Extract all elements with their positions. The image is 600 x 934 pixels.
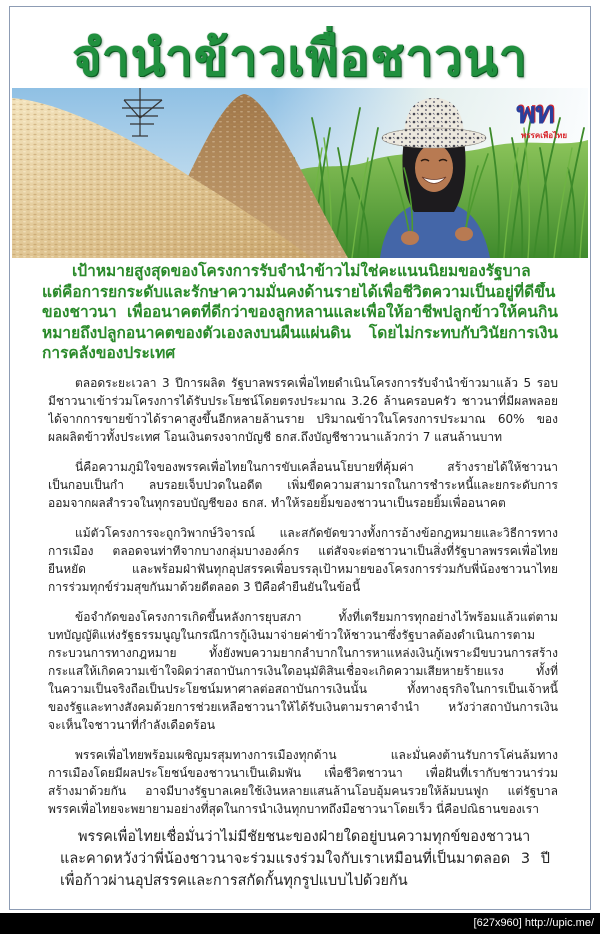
body-line: การเมือง ตลอดจนท่าทีจากบางกลุ่มบางองค์กร แต่สัจจะต่อชาวนาเป็นสิ่งที่รัฐบาลพรรคเพื่อไทย [48, 544, 558, 558]
body-line: พรรคเพื่อไทยพร้อมเผชิญมรสุมทางการเมืองทุกด้าน และมั่นคงต้านรับการโค่นล้มทาง [75, 748, 558, 762]
body-line: กระแสให้เกิดความเข้าใจผิดว่าสถาบันการเงินใดอนุมัติสินเชื่อจะเกิดความเสียหายร้ายแรง ทั้งที่ [48, 664, 558, 678]
intro-line: แต่คือการยกระดับและรักษาความมั่นคงด้านรายได้เพื่อชีวิตความเป็นอยู่ที่ดีขึ้น [42, 282, 556, 301]
body-line: จะเห็นใจชาวนาที่กำลังเดือดร้อน [48, 718, 216, 732]
body-line: นี่คือความภูมิใจของพรรคเพื่อไทยในการขับเคลื่อนนโยบายที่คุ้มค่า สร้างรายได้ให้ชาวนา [75, 460, 558, 474]
image-host-footer: [627x960] http://upic.me/ [0, 913, 600, 934]
body-line: แม้ตัวโครงการจะถูกวิพากษ์วิจารณ์ และสกัดขัดขวางทั้งการอ้างข้อกฎหมายและวิธีการทาง [75, 526, 558, 540]
party-logo [503, 97, 567, 143]
intro-line: เป้าหมายสูงสุดของโครงการรับจำนำข้าวไม่ใช่คะแนนนิยมของรัฐบาล [72, 262, 531, 280]
body-line: ยืนหยัด และพร้อมฝ่าฟันทุกอุปสรรคเพื่อบรรลุเป้าหมายของโครงการร่วมกับพี่น้องชาวนาไทย [48, 562, 558, 576]
body-paragraph-1 [48, 374, 558, 446]
closing-line: พรรคเพื่อไทยเชื่อมั่นว่าไม่มีชัยชนะของฝ่ายใดอยู่บนความทุกข์ของชาวนา [78, 829, 531, 845]
closing-paragraph [60, 826, 550, 892]
body-line: การเมืองโดยมีผลประโยชน์ของชาวนาเป็นเดิมพัน เพื่อชีวิตชาวนา เพื่อฝันที่เรากับชาวนาร่วม [48, 766, 558, 780]
body-line: กระบวนการทางกฎหมาย ทั้งยังพบความยากลำบากในการหาแหล่งเงินกู้เพราะมีขบวนการสร้าง [48, 646, 558, 660]
body-text [48, 374, 558, 830]
body-paragraph-5 [48, 746, 558, 818]
body-paragraph-4 [48, 608, 558, 734]
body-line: พรรคเพื่อไทยจะพยายามอย่างที่สุดในการนำเงินทุกบาทถึงมือชาวนาโดยเร็ว นี่คือปณิธานของเรา [48, 802, 539, 816]
party-logo-caption: พรรคเพื่อไทย [520, 131, 567, 140]
intro-line: ของชาวนา เพื่ออนาคตที่ดีกว่าของลูกหลานและเพื่อให้อาชีพปลูกข้าวให้คนกิน [42, 303, 558, 321]
party-logo-mark: พท [516, 97, 554, 131]
body-line: ตลอดระยะเวลา 3 ปีการผลิต รัฐบาลพรรคเพื่อไทยดำเนินโครงการรับจำนำข้าวมาแล้ว 5 รอบ [75, 376, 558, 390]
intro-line: การคลังของประเทศ [42, 344, 176, 362]
page-title: จำนำข้าวเพื่อชาวนา [72, 29, 528, 87]
body-line: ข้อจำกัดของโครงการเกิดขึ้นหลังการยุบสภา ทั้งที่เตรียมการทุกอย่างไว้พร้อมแล้วแต่ตาม [75, 610, 558, 624]
intro-line: หมายถึงปลูกอนาคตของตัวเองลงบนผืนแผ่นดิน โดยไม่กระทบกับวินัยการเงิน [42, 323, 558, 342]
body-line: ได้จากการขายข้าวได้ราคาสูงขึ้นอีกหลายล้านราย ปริมาณข้าวในโครงการประมาณ 60% ของ [48, 412, 558, 426]
body-line: สร้างมาด้วยกัน อาจมีบางรัฐบาลเคยใช้เงินหลายแสนล้านโอบอุ้มคนรวยให้ล้มบนฟูก แต่รัฐบาล [48, 784, 558, 798]
body-line: การร่วมทุกข์ร่วมสุขกันมาด้วยดีตลอด 3 ปีคือคำยืนยันในข้อนี้ [48, 580, 361, 594]
closing-line: เพื่อก้าวผ่านอุปสรรคและการสกัดกั้นทุกรูปแบบไปด้วยกัน [60, 873, 408, 889]
body-line: ของรัฐและทางสังคมด้วยการช่วยเหลือชาวนาให้ได้รับเงินตามราคาจำนำ หวังว่าสถาบันการเงิน [48, 700, 558, 714]
body-line: ผลผลิตข้าวทั้งประเทศ โอนเงินตรงจากบัญชี ธกส.ถึงบัญชีชาวนาแล้วกว่า 7 แสนล้านบาท [48, 430, 502, 444]
body-line: ในความเป็นจริงถือเป็นประโยชน์มหาศาลต่อสถาบันการเงินนั้น ทั้งทางธุรกิจในการเป็นเจ้าหนี้ [48, 682, 558, 696]
header-photo [12, 88, 588, 258]
body-line: ออมจากผลสำรวจในทุกรอบบัญชีของ ธกส. ทำให้รอยยิ้มของชาวนาเป็นรอยยิ้มเพื่ออนาคต [48, 496, 506, 510]
body-paragraph-2 [48, 458, 558, 512]
body-paragraph-3 [48, 524, 558, 596]
closing-line: และคาดหวังว่าพี่น้องชาวนาจะร่วมแรงร่วมใจกับเราเหมือนที่เป็นมาตลอด 3 ปี [60, 851, 550, 867]
body-line: บทบัญญัติแห่งรัฐธรรมนูญในกรณีการกู้เงินมาจ่ายค่าข้าวให้ชาวนาซึ่งรัฐบาลต้องดำเนินการตาม [48, 628, 536, 642]
body-line: เป็นกอบเป็นกำ ลบรอยเจ็บปวดในอดีต เพิ่มขีดความสามารถในการชำระหนี้และยกระดับการ [48, 478, 558, 492]
body-line: มีชาวนาเข้าร่วมโครงการได้รับประโยชน์โดยตรงประมาณ 3.26 ล้านครอบครัว ชาวนาที่มีผลพลอย [48, 394, 558, 408]
intro-paragraph [42, 261, 558, 364]
